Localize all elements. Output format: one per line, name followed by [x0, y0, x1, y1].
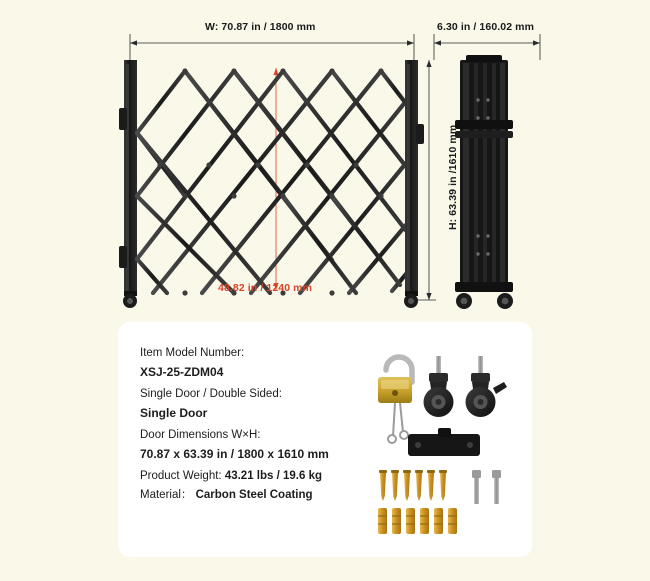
material-value: Carbon Steel Coating — [195, 489, 313, 501]
spec-list — [140, 346, 355, 507]
product-weight-label: Product Weight: — [140, 470, 222, 482]
scissor-lattice — [137, 71, 411, 293]
left-mounting-post — [119, 60, 137, 308]
product-weight-value: 43.21 lbs / 19.6 kg — [224, 470, 322, 482]
mounting-plate-icon — [408, 428, 480, 456]
product-weight-row — [140, 469, 355, 484]
material-row — [140, 488, 355, 503]
screw-icon — [379, 470, 447, 501]
door-type-value: Single Door — [140, 406, 208, 420]
depth-dimension-label: 6.30 in / 160.02 mm — [437, 21, 535, 33]
included-parts-illustration — [350, 332, 530, 547]
bolt-icon — [472, 470, 501, 504]
padlock-icon — [378, 357, 412, 443]
model-title: Item Model Number: — [140, 347, 245, 359]
caster-wheel-brake-icon — [466, 356, 508, 417]
wall-anchor-icon — [378, 508, 457, 534]
model-value: XSJ-25-ZDM04 — [140, 365, 224, 379]
right-gate-post — [404, 60, 424, 308]
door-dimensions-title: Door Dimensions W×H: — [140, 429, 261, 441]
folded-side-view — [455, 55, 513, 309]
door-type-title: Single Door / Double Sided: — [140, 388, 282, 400]
door-dimensions-value: 70.87 x 63.39 in / 1800 x 1610 mm — [140, 447, 329, 461]
width-dimension-label: W: 70.87 in / 1800 mm — [205, 21, 316, 33]
caster-wheel-icon — [424, 356, 454, 417]
height-dimension-label: H: 63.39 in /1610 mm — [447, 124, 459, 230]
material-label: Material： — [140, 489, 193, 501]
spec-card — [118, 322, 532, 557]
folded-width-label: 48.82 in / 1240 mm — [218, 282, 313, 294]
